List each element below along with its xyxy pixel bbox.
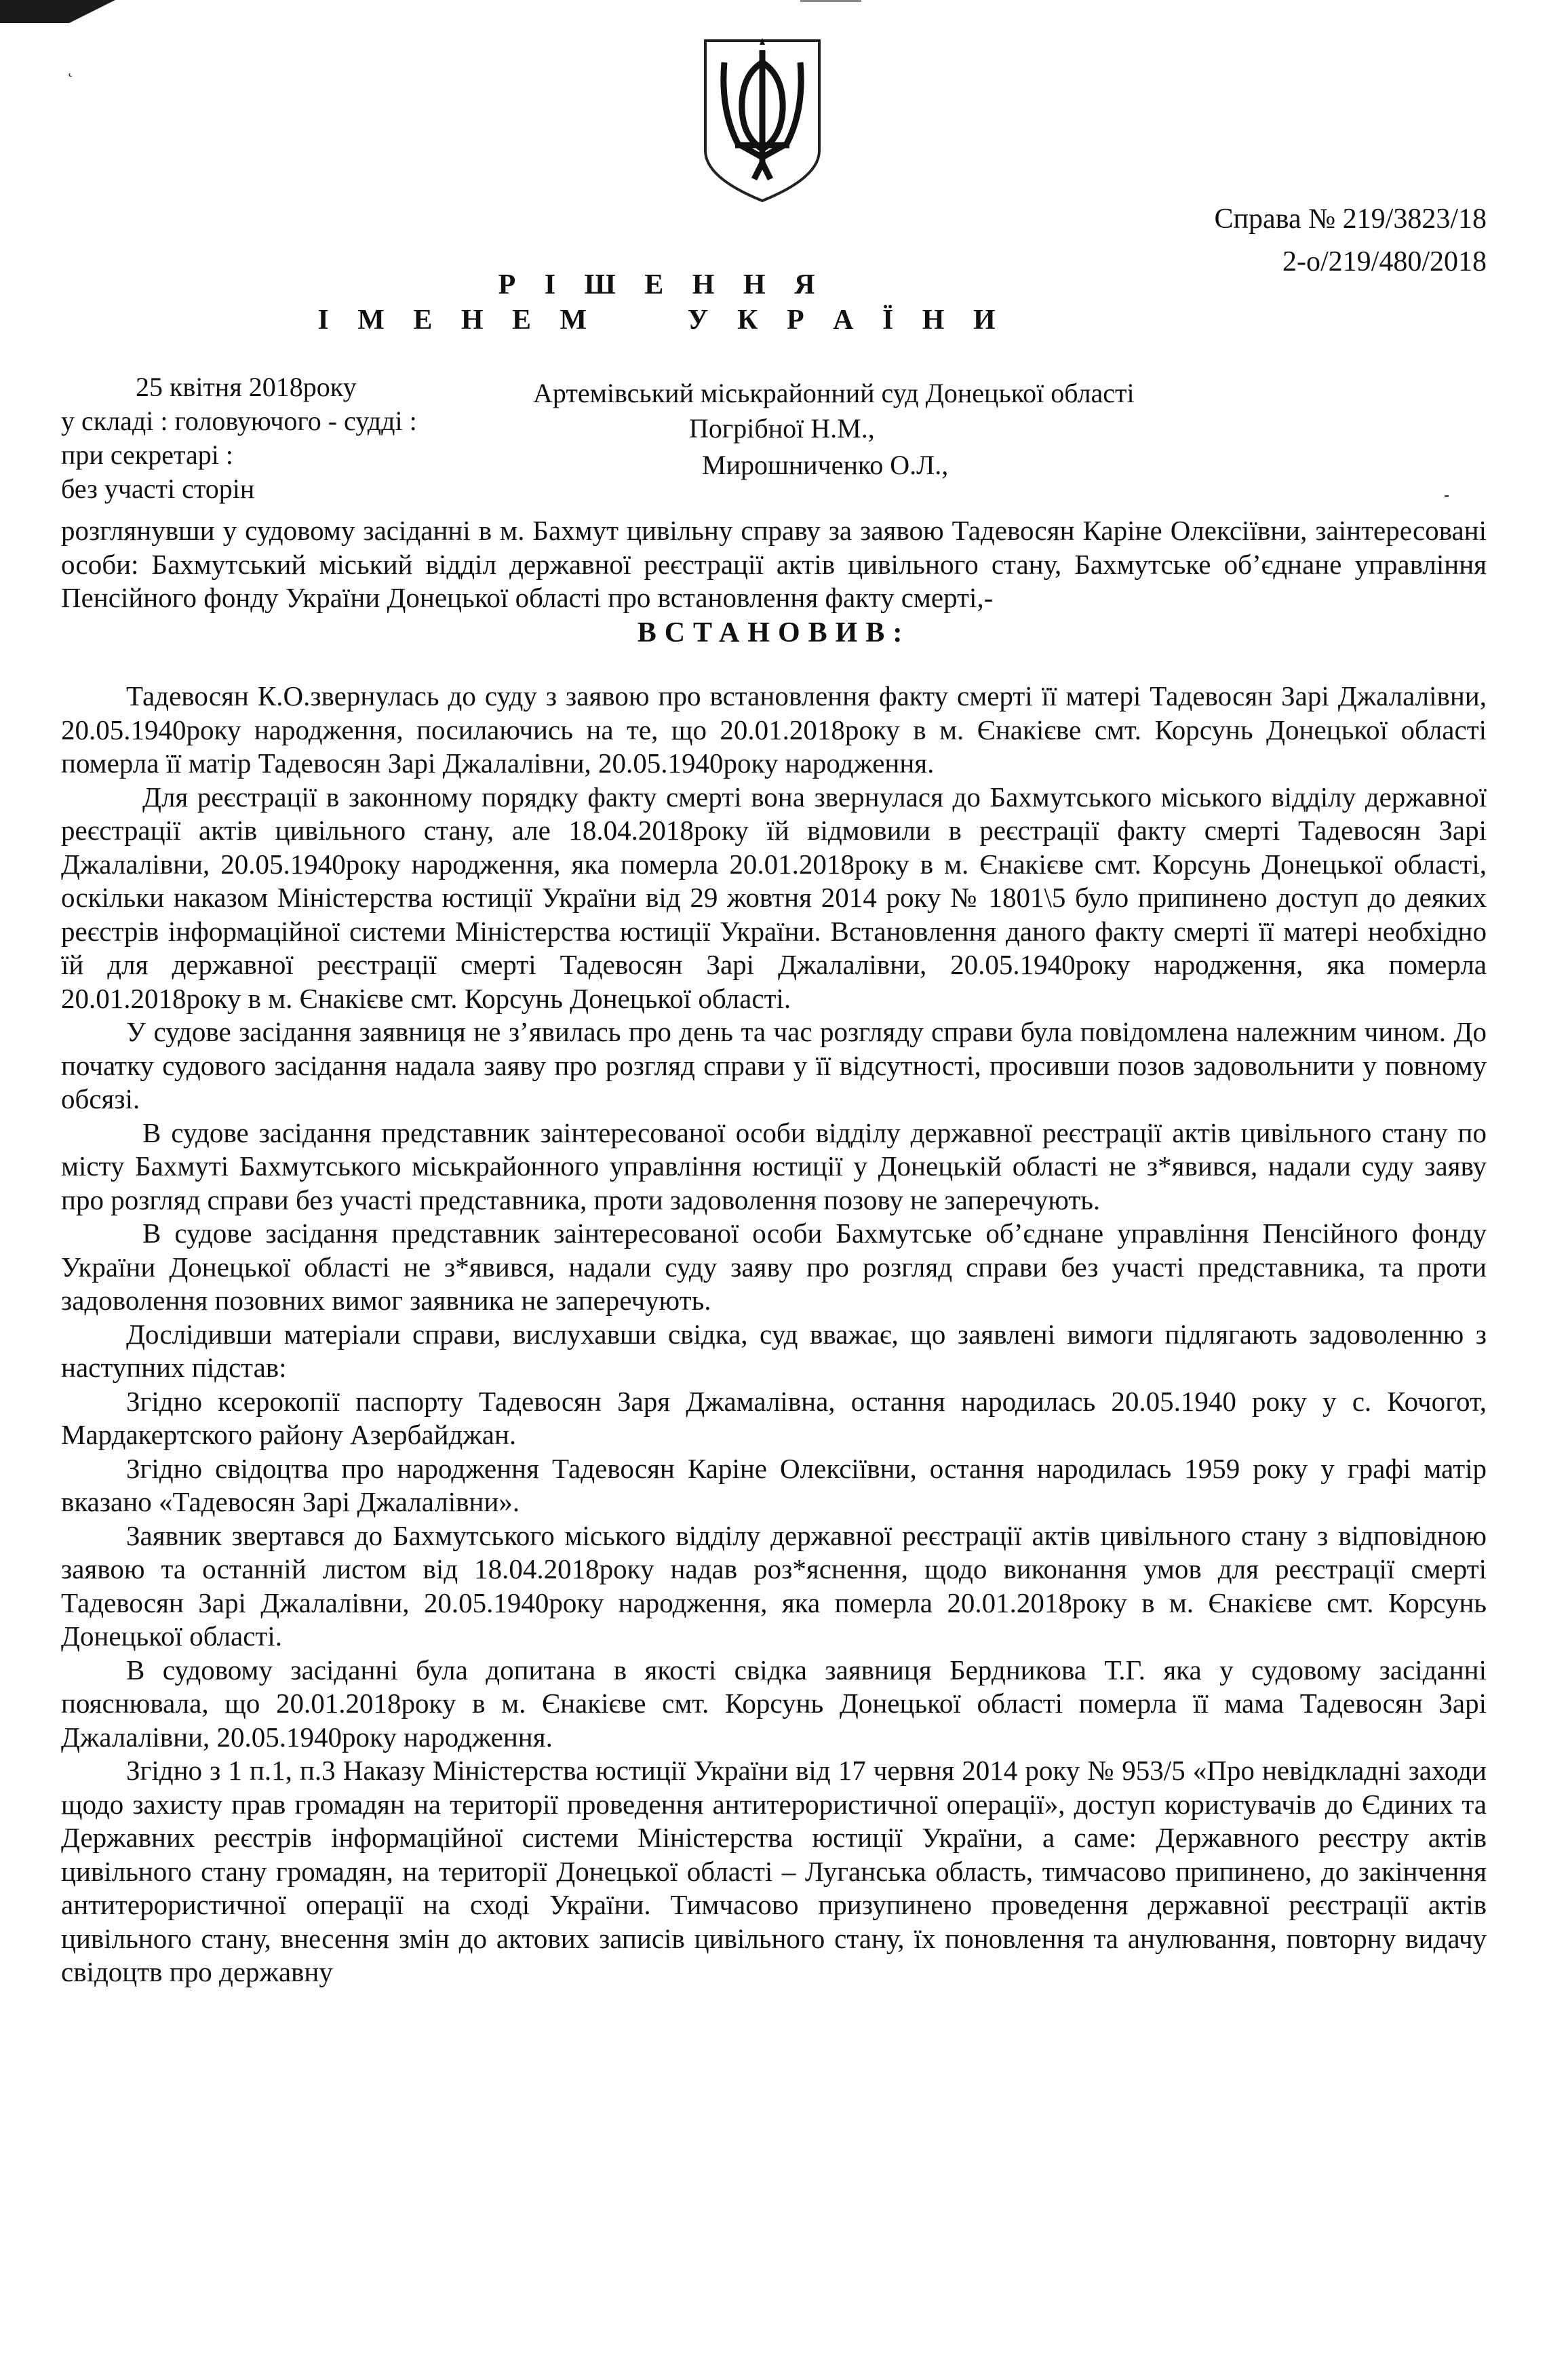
judge-name: Погрібної Н.М., [689, 413, 875, 444]
paragraph-registration: Для реєстрації в законному порядку факту смерті вона звернулася до Бахмутського міського відділу державної реєстрації актів цивільного стану, але 18.04.2018року їй відмовили в реєстрації факту смерті Тадевосян Зарі Джалалівни, 20.05.1940року народження, яка померла 20.01.2018року в м. Єнакієве смт. Корсунь Донецької області, оскільки наказом Міністерства юстиції України від 29 жовтня 2014 року № 1801\5 було припинено доступ до деяких реєстрів інформаційної системи Міністерства юстиції України. Встановлення даного факту смерті її матері необхідно їй для державної реєстрації смерті Тадевосян Зарі Джалалівни, 20.05.1940року народження, яка померла 20.01.2018року в м. Єнакієве смт. Корсунь Донецької області. [61, 781, 1487, 1014]
paragraph-letter: Заявник звертався до Бахмутського міського відділу державної реєстрації актів цивільного стану з відповідною заявою та останній листом від 18.04.2018року надав роз*яснення, щодо виконання умов для реєстрації смерті Тадевосян Зарі Джалалівни, 20.05.1940року народження, яка померла 20.01.2018року в м. Єнакієве смт. Корсунь Донецької області. [61, 1519, 1487, 1652]
scan-dot [1445, 495, 1449, 497]
paragraph-considered: розглянувши у судовому засіданні в м. Бахмут цивільну справу за заявою Тадевосян Каріне Олексіївни, заінтересовані особи: Бахмутський міський відділ державної реєстрації актів цивільного стану, Бахмутське об’єднане управління Пенсійного фонду України Донецької області про встановлення факту смерті,- [61, 515, 1487, 613]
parties-label: без участі сторін [61, 473, 255, 504]
trident-emblem-icon [700, 35, 825, 203]
paragraph-birth-certificate: Згідно свідоцтва про народження Тадевосян Каріне Олексіївни, остання народилась 1959 року у графі матір вказано «Тадевосян Зарі Джалалівни». [61, 1452, 1487, 1517]
composition-labels [61, 370, 417, 506]
case-number-1: Справа № 219/3823/18 [1214, 203, 1487, 235]
established-heading: ВСТАНОВИВ: [637, 617, 911, 648]
paragraph-examined: Дослідивши матеріали справи, вислухавши свідка, суд вважає, що заявлені вимоги підлягають задоволенню з наступних підстав: [61, 1318, 1487, 1383]
paragraph-applicant-absent: У судове засідання заявниця не з’явилась про день та час розгляду справи була повідомлена належним чином. До початку судового засідання надала заяву про розгляд справи у її відсутності, просивши позов задовольнити у повному обсязі. [61, 1016, 1487, 1114]
secretary-label: при секретарі : [61, 440, 233, 470]
decision-subtitle: І М Е Н Е М У К Р А Ї Н И [317, 305, 1006, 336]
scan-top-line [800, 0, 861, 2]
paragraph-application: Тадевосян К.О.звернулась до суду з заявою про встановлення факту смерті її матері Тадевосян Зарі Джалалівни, 20.05.1940року народження, посилаючись на те, що 20.01.2018року в м. Єнакієве смт. Корсунь Донецької області померла її матір Тадевосян Зарі Джалалівни, 20.05.1940року народження. [61, 680, 1487, 779]
decision-title: Р І Ш Е Н Н Я [498, 269, 826, 300]
decision-date: 25 квітня 2018року [136, 372, 357, 402]
scan-speck: ˛ [68, 60, 73, 77]
scan-corner-mark [0, 0, 115, 23]
paragraph-ministry-order: Згідно з 1 п.1, п.3 Наказу Міністерства юстиції України від 17 червня 2014 року № 953/5 «Про невідкладні заходи щодо захисту прав громадян на території проведення антитерористичної операції», доступ користувачів до Єдиних та Державних реєстрів інформаційної системи Міністерства юстиції України, а саме: Державного реєстру актів цивільного стану громадян, на території Донецької області – Луганська область, тимчасово припинено, до закінчення антитерористичної операції на сході України. Тимчасово призупинено проведення державної реєстрації актів цивільного стану, внесення змін до актових записів цивільного стану, їх поновлення та анулювання, повторну видачу свідоцтв про державну [61, 1755, 1487, 1987]
secretary-name: Мирошниченко О.Л., [702, 450, 949, 480]
paragraph-registry-office: В судове засідання представник заінтересованої особи відділу державної реєстрації актів цивільного стану по місту Бахмуті Бахмутського міськрайонного управління юстиції у Донецькій області не з*явився, надали суду заяву про розгляд справи без участі представника, проти задоволення позову не заперечують. [61, 1116, 1487, 1215]
decision-body [61, 514, 1487, 1989]
court-name: Артемівський міськрайонний суд Донецької області [533, 378, 1135, 408]
case-number-2: 2-о/219/480/2018 [1282, 246, 1487, 277]
paragraph-pension-fund: В судове засідання представник заінтересованої особи Бахмутське об’єднане управління Пенсійного фонду України Донецької області не з*явився, надали суду заяву про розгляд справи без участі представника, та проти задоволення позовних вимог заявника не заперечують. [61, 1218, 1487, 1316]
paragraph-witness: В судовому засіданні була допитана в якості свідка заявниця Бердникова Т.Г. яка у судовому засіданні пояснювала, що 20.01.2018року в м. Єнакієве смт. Корсунь Донецької області померла її мама Тадевосян Зарі Джалалівни, 20.05.1940року народження. [61, 1654, 1487, 1753]
paragraph-passport: Згідно ксерокопії паспорту Тадевосян Заря Джамалівна, остання народилась 20.05.1940 року у с. Кочогот, Мардакертского району Азербайджан. [61, 1385, 1487, 1450]
presiding-label: у складі : головуючого - судді : [61, 406, 417, 436]
